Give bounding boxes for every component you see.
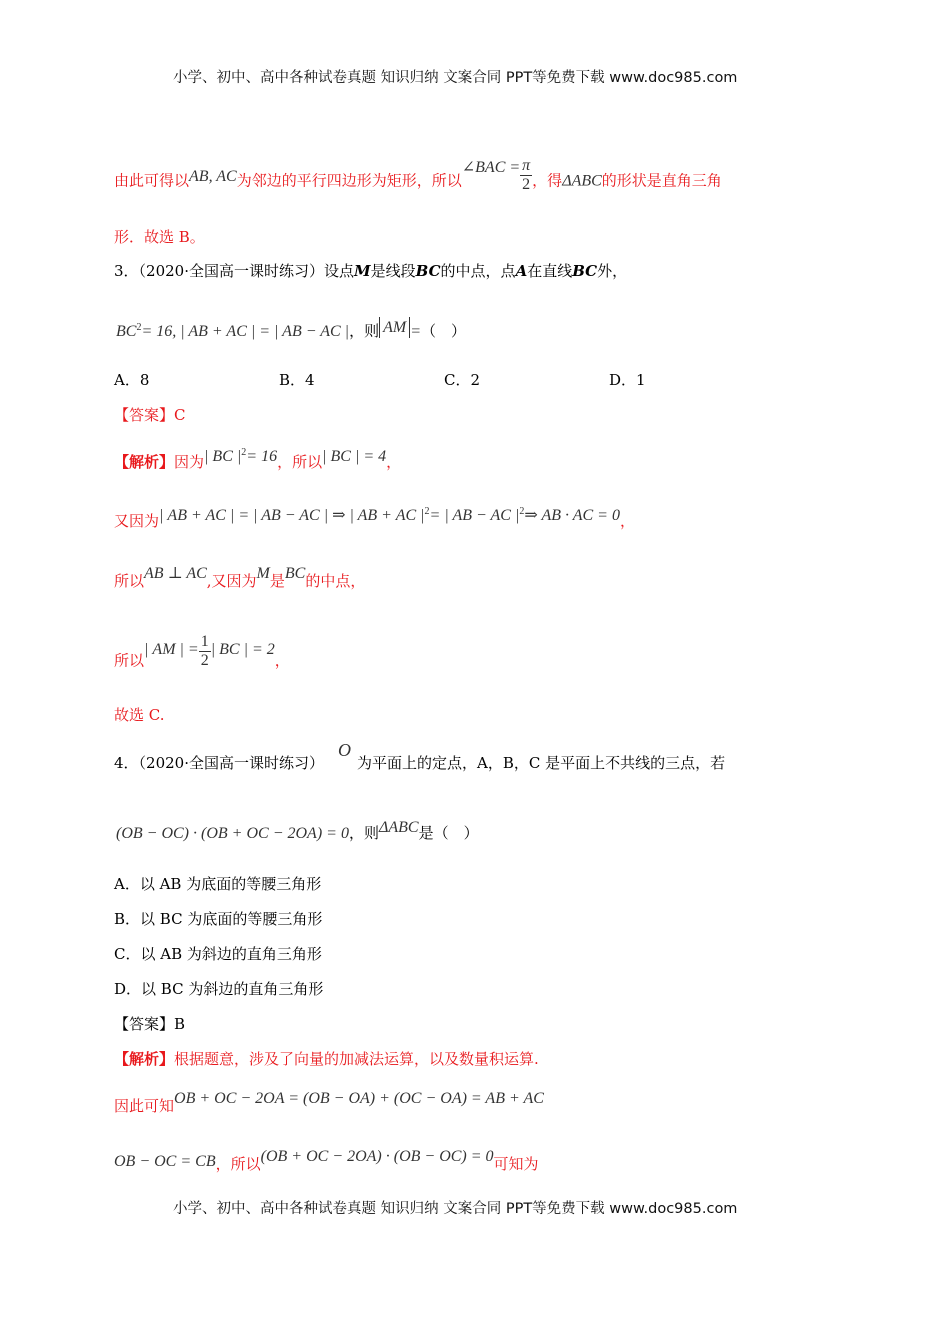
math-exponent: 2 bbox=[136, 322, 142, 333]
q4-answer-blank: 是（ ） bbox=[418, 824, 479, 842]
prev-text-c: ，得 bbox=[532, 171, 563, 190]
option-d: D．1 bbox=[609, 371, 646, 389]
page-header: 小学、初中、高中各种试卷真题 知识归纳 文案合同 PPT等免费下载 www.doc985.com bbox=[173, 70, 738, 86]
q3-text: 外， bbox=[597, 262, 628, 280]
prev-text-a: 由此可得以 bbox=[114, 171, 190, 190]
math-eq-16: = 16 bbox=[246, 448, 278, 465]
math-exponent: 2 bbox=[519, 506, 525, 517]
option-b: B．4 bbox=[279, 371, 315, 389]
math-point-m: M bbox=[256, 565, 270, 582]
math-exponent: 2 bbox=[424, 506, 430, 517]
sol-text: ，所以 bbox=[277, 453, 323, 471]
math-ob-oc-cb: OB − OC = CB bbox=[114, 1153, 216, 1170]
q4-text: 为平面上的定点，A，B，C 是平面上不共线的三点，若 bbox=[357, 754, 726, 772]
sol-text: 又因为 bbox=[114, 512, 160, 530]
q4-solution-line-3 bbox=[114, 1148, 539, 1174]
math-pi-over-2: $\frac{\pi}{2}$ bbox=[522, 157, 531, 193]
page-footer: 小学、初中、高中各种试卷真题 知识归纳 文案合同 PPT等免费下载 www.doc985.com bbox=[173, 1201, 738, 1217]
sol-text: ， bbox=[386, 453, 402, 471]
sol-text: ， bbox=[274, 651, 290, 670]
prev-solution-line-2: 形．故选 B。 bbox=[114, 228, 205, 246]
q3-point-m: M bbox=[354, 262, 371, 280]
q3-text: 设点 bbox=[324, 262, 355, 280]
q3-solution-line-4 bbox=[114, 633, 290, 680]
question-3-stem bbox=[114, 260, 627, 281]
option-c: C．2 bbox=[444, 371, 481, 389]
q3-solution-line-3 bbox=[114, 565, 366, 591]
q4-solution-line-2 bbox=[114, 1090, 544, 1116]
q3-solution-conclusion: 故选 C. bbox=[114, 706, 165, 724]
q3-text: 的中点，点 bbox=[440, 262, 516, 280]
math-equals: = bbox=[410, 323, 421, 340]
q4-option-b: B．以 BC 为底面的等腰三角形 bbox=[114, 910, 323, 928]
prev-solution-line-1 bbox=[114, 157, 722, 200]
sol-text: 的中点， bbox=[305, 572, 366, 590]
math-ab-ac: AB, AC bbox=[189, 167, 237, 185]
math-abs-am: | AM | = bbox=[144, 640, 199, 658]
math-condition: = 16, | AB + AC | = | AB − AC | bbox=[141, 323, 350, 340]
question-3-answer: 【答案】C bbox=[114, 406, 186, 424]
sol-text: 因为 bbox=[174, 453, 205, 471]
question-3-condition bbox=[116, 320, 466, 341]
q4-option-d: D．以 BC 为斜边的直角三角形 bbox=[114, 980, 324, 998]
math-vector-identity: OB + OC − 2OA = (OB − OA) + (OC − OA) = AB + AC bbox=[174, 1090, 544, 1107]
math-abs-am: AM bbox=[379, 317, 410, 338]
sol-text: 因此可知 bbox=[114, 1097, 175, 1115]
sol-text: 所以 bbox=[114, 572, 145, 590]
math-bc: BC bbox=[284, 565, 306, 582]
math-point-o: O bbox=[338, 740, 351, 760]
question-4-number: 4． bbox=[114, 754, 139, 772]
q3-text: 是线段 bbox=[370, 262, 416, 280]
sol-text: ， bbox=[619, 512, 635, 530]
math-vector-equation-2: = | AB − AC | bbox=[429, 507, 520, 524]
question-4-source: （2020·全国高一课时练习） bbox=[138, 754, 324, 772]
math-bc: BC bbox=[116, 323, 137, 340]
q4-option-c: C．以 AB 为斜边的直角三角形 bbox=[114, 945, 322, 963]
math-bc-eq-4: | BC | = 4 bbox=[322, 448, 387, 465]
prev-text-d: 的形状是直角三角 bbox=[601, 171, 722, 190]
question-3-source: （2020·全国高一课时练习） bbox=[138, 262, 324, 280]
math-perpendicular: AB ⊥ AC bbox=[144, 565, 207, 582]
question-3-number: 3． bbox=[114, 262, 139, 280]
math-triangle-abc: ΔABC bbox=[378, 819, 419, 836]
math-vector-condition: (OB − OC) · (OB + OC − 2OA) = 0 bbox=[116, 825, 349, 842]
q3-point-a: A bbox=[515, 262, 528, 280]
option-a: A．8 bbox=[114, 371, 150, 389]
solution-tag: 【解析】 bbox=[114, 453, 175, 471]
q3-segment-bc: BC bbox=[415, 262, 441, 280]
math-product-zero: (OB + OC − 2OA) · (OB − OC) = 0 bbox=[260, 1148, 494, 1165]
math-vector-equation: | AB + AC | = | AB − AC | ⇒ | AB + AC | bbox=[159, 507, 425, 524]
question-4-answer: 【答案】B bbox=[114, 1015, 186, 1033]
math-half: $\frac{1}{2}$ bbox=[200, 633, 209, 669]
sol-text: 是 bbox=[269, 572, 285, 590]
q4-solution-line-1 bbox=[114, 1048, 539, 1069]
math-result: | BC | = 2 bbox=[210, 640, 275, 658]
q4-option-a: A．以 AB 为底面的等腰三角形 bbox=[114, 875, 322, 893]
q3-solution-line-1 bbox=[114, 447, 402, 472]
prev-text-b: 为邻边的平行四边形为矩形，所以 bbox=[236, 171, 462, 190]
math-exponent: 2 bbox=[241, 447, 247, 458]
math-abs-bc: | BC | bbox=[204, 448, 242, 465]
sol-text: ，所以 bbox=[215, 1155, 261, 1173]
q3-line-bc: BC bbox=[572, 262, 598, 280]
q3-text: 在直线 bbox=[527, 262, 573, 280]
sol-text: 所以 bbox=[114, 651, 145, 670]
sol-text: ,又因为 bbox=[206, 572, 257, 590]
math-angle-bac: ∠BAC = bbox=[461, 158, 521, 176]
q3-solution-line-2 bbox=[114, 506, 635, 531]
q3-then: ，则 bbox=[349, 322, 380, 340]
sol-text: 根据题意，涉及了向量的加减法运算，以及数量积运算. bbox=[174, 1050, 539, 1068]
question-4-stem bbox=[114, 740, 726, 773]
q3-answer-blank: （ ） bbox=[420, 322, 466, 340]
q4-text: ，则 bbox=[348, 824, 379, 842]
math-dot-product-zero: ⇒ AB · AC = 0 bbox=[524, 507, 620, 524]
math-triangle-abc: ΔABC bbox=[562, 172, 602, 190]
sol-text: 可知为 bbox=[493, 1155, 539, 1173]
solution-tag: 【解析】 bbox=[114, 1050, 175, 1068]
question-4-condition bbox=[116, 819, 479, 843]
